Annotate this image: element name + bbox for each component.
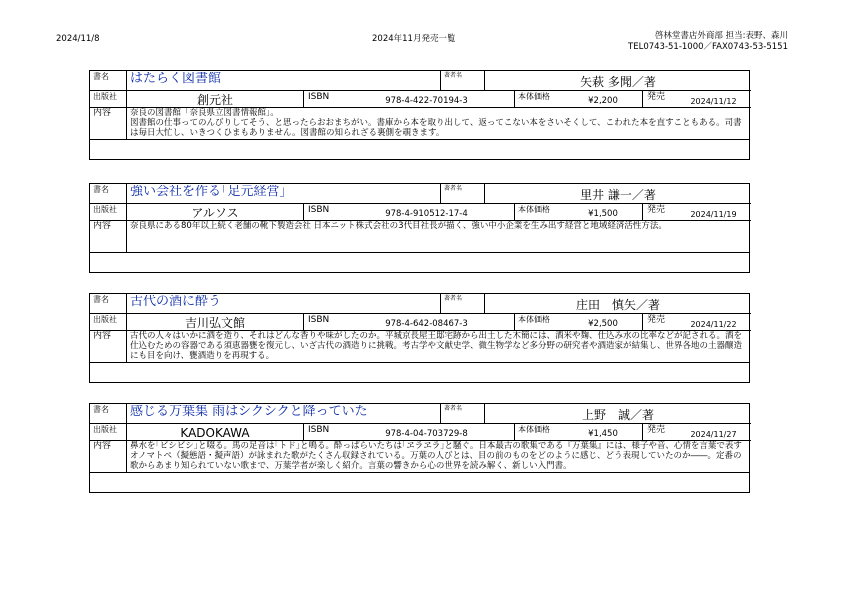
- book-isbn: 978-4-422-70194-3: [339, 90, 514, 107]
- book-title: 強い会社を作る｢足元経営｣: [130, 185, 287, 199]
- release-label: 発売: [642, 90, 676, 107]
- book-publisher: KADOKAWA: [126, 423, 303, 440]
- book-title-cell: [126, 71, 440, 90]
- title-label: 書名: [93, 185, 109, 194]
- book-card: [89, 403, 750, 493]
- store-contact: [628, 31, 788, 53]
- content-label: 内容: [90, 107, 126, 119]
- price-label: 本体価格: [514, 203, 564, 220]
- book-release-date: 2024/11/27: [676, 423, 751, 440]
- price-label: 本体価格: [514, 90, 564, 107]
- book-description: 奈良県にある80年以上続く老舗の靴下製造会社 日本ニット株式会社の3代目社長が描く、強い中小企業を生み出す経営と地域経済活性方法。: [126, 220, 751, 252]
- book-title: 古代の酒に酔う: [130, 295, 222, 309]
- book-author: 矢萩 多聞／著: [484, 71, 751, 90]
- book-author: 里井 謙一／著: [484, 184, 751, 203]
- book-isbn: 978-4-910512-17-4: [339, 203, 514, 220]
- card-divider: [90, 252, 749, 253]
- release-label: 発売: [642, 313, 676, 330]
- publisher-label: 出版社: [90, 203, 126, 220]
- list-title: 2024年11月発売一覧: [372, 34, 456, 44]
- author-label: 著者名: [440, 184, 484, 203]
- book-title: はたらく図書館: [130, 72, 222, 86]
- price-label: 本体価格: [514, 423, 564, 440]
- content-label: 内容: [90, 330, 126, 342]
- publisher-label: 出版社: [90, 90, 126, 107]
- release-label: 発売: [642, 203, 676, 220]
- book-publisher: アルソス: [126, 203, 303, 220]
- book-card: [89, 183, 750, 273]
- book-price: ¥1,500: [564, 203, 642, 220]
- book-author: 庄田 慎矢／著: [484, 294, 751, 313]
- card-divider: [90, 362, 749, 363]
- title-label: 書名: [93, 295, 109, 304]
- book-card: [89, 70, 750, 160]
- book-price: ¥2,200: [564, 90, 642, 107]
- book-price: ¥1,450: [564, 423, 642, 440]
- book-card: [89, 293, 750, 383]
- isbn-label: ISBN: [303, 90, 339, 107]
- title-label: 書名: [93, 72, 109, 81]
- publisher-label: 出版社: [90, 423, 126, 440]
- book-title: 感じる万葉集 雨はシクシクと降っていた: [130, 405, 368, 419]
- book-author: 上野 誠／著: [484, 404, 751, 423]
- price-label: 本体価格: [514, 313, 564, 330]
- publisher-label: 出版社: [90, 313, 126, 330]
- book-title-cell: [126, 294, 440, 313]
- book-description: 古代の人々はいかに酒を造り、それはどんな香りや味がしたのか。平城京長屋王邸宅跡から出土した木簡には、酒米や麹、仕込み水の比率などが記される。酒を仕込むための容器である須恵器甕を復元し、いざ古代の酒造りに挑戦。考古学や文献史学、微生物学など多分野の研究者や酒造家が結集し、世界各地の土器醸造にも目を向け、甕酒造りを再現する。: [126, 330, 751, 362]
- book-isbn: 978-4-642-08467-3: [339, 313, 514, 330]
- book-release-date: 2024/11/19: [676, 203, 751, 220]
- isbn-label: ISBN: [303, 423, 339, 440]
- author-label: 著者名: [440, 294, 484, 313]
- title-label: 書名: [93, 405, 109, 414]
- author-label: 著者名: [440, 71, 484, 90]
- book-title-cell: [126, 404, 440, 423]
- store-name: 啓林堂書店外商部 担当:表野、森川: [654, 31, 788, 41]
- book-release-date: 2024/11/22: [676, 313, 751, 330]
- isbn-label: ISBN: [303, 313, 339, 330]
- card-divider: [90, 472, 749, 473]
- book-publisher: 吉川弘文館: [126, 313, 303, 330]
- book-description: 鼻水を｢ビシビシ｣と啜る。馬の足音は｢トド｣と鳴る。酔っぱらいたちは｢ヱラヱラ｣と騒ぐ。日本最古の歌集である『万葉集』には、様子や音、心情を言葉で表すオノマトペ（擬態語・擬声語）が詠まれた歌がたくさん収録されている。万葉の人びとは、目の前のものをどのように感じ、どう表現していたのか――。定番の歌からあまり知られていない歌まで、万葉学者が楽しく紹介。言葉の響きから心の世界を読み解く、新しい入門書。: [126, 440, 751, 472]
- store-phone-fax: TEL0743-51-1000／FAX0743-53-5151: [628, 42, 788, 52]
- book-title-cell: [126, 184, 440, 203]
- print-date: 2024/11/8: [56, 34, 100, 44]
- isbn-label: ISBN: [303, 203, 339, 220]
- card-divider: [90, 139, 749, 140]
- content-label: 内容: [90, 220, 126, 232]
- author-label: 著者名: [440, 404, 484, 423]
- content-label: 内容: [90, 440, 126, 452]
- book-description: 奈良の図書館「奈良県立図書情報館」。 図書館の仕事ってのんびりしてそう、と思ったらおおまちがい。書庫から本を取り出して、返ってこない本をさいそくして、こわれた本を直すこともある。司書は毎日大忙し、いきつくひまもありません。図書館の知られざる裏側を覗きます。: [126, 107, 751, 139]
- release-label: 発売: [642, 423, 676, 440]
- book-isbn: 978-4-04-703729-8: [339, 423, 514, 440]
- book-price: ¥2,500: [564, 313, 642, 330]
- book-publisher: 創元社: [126, 90, 303, 107]
- book-release-date: 2024/11/12: [676, 90, 751, 107]
